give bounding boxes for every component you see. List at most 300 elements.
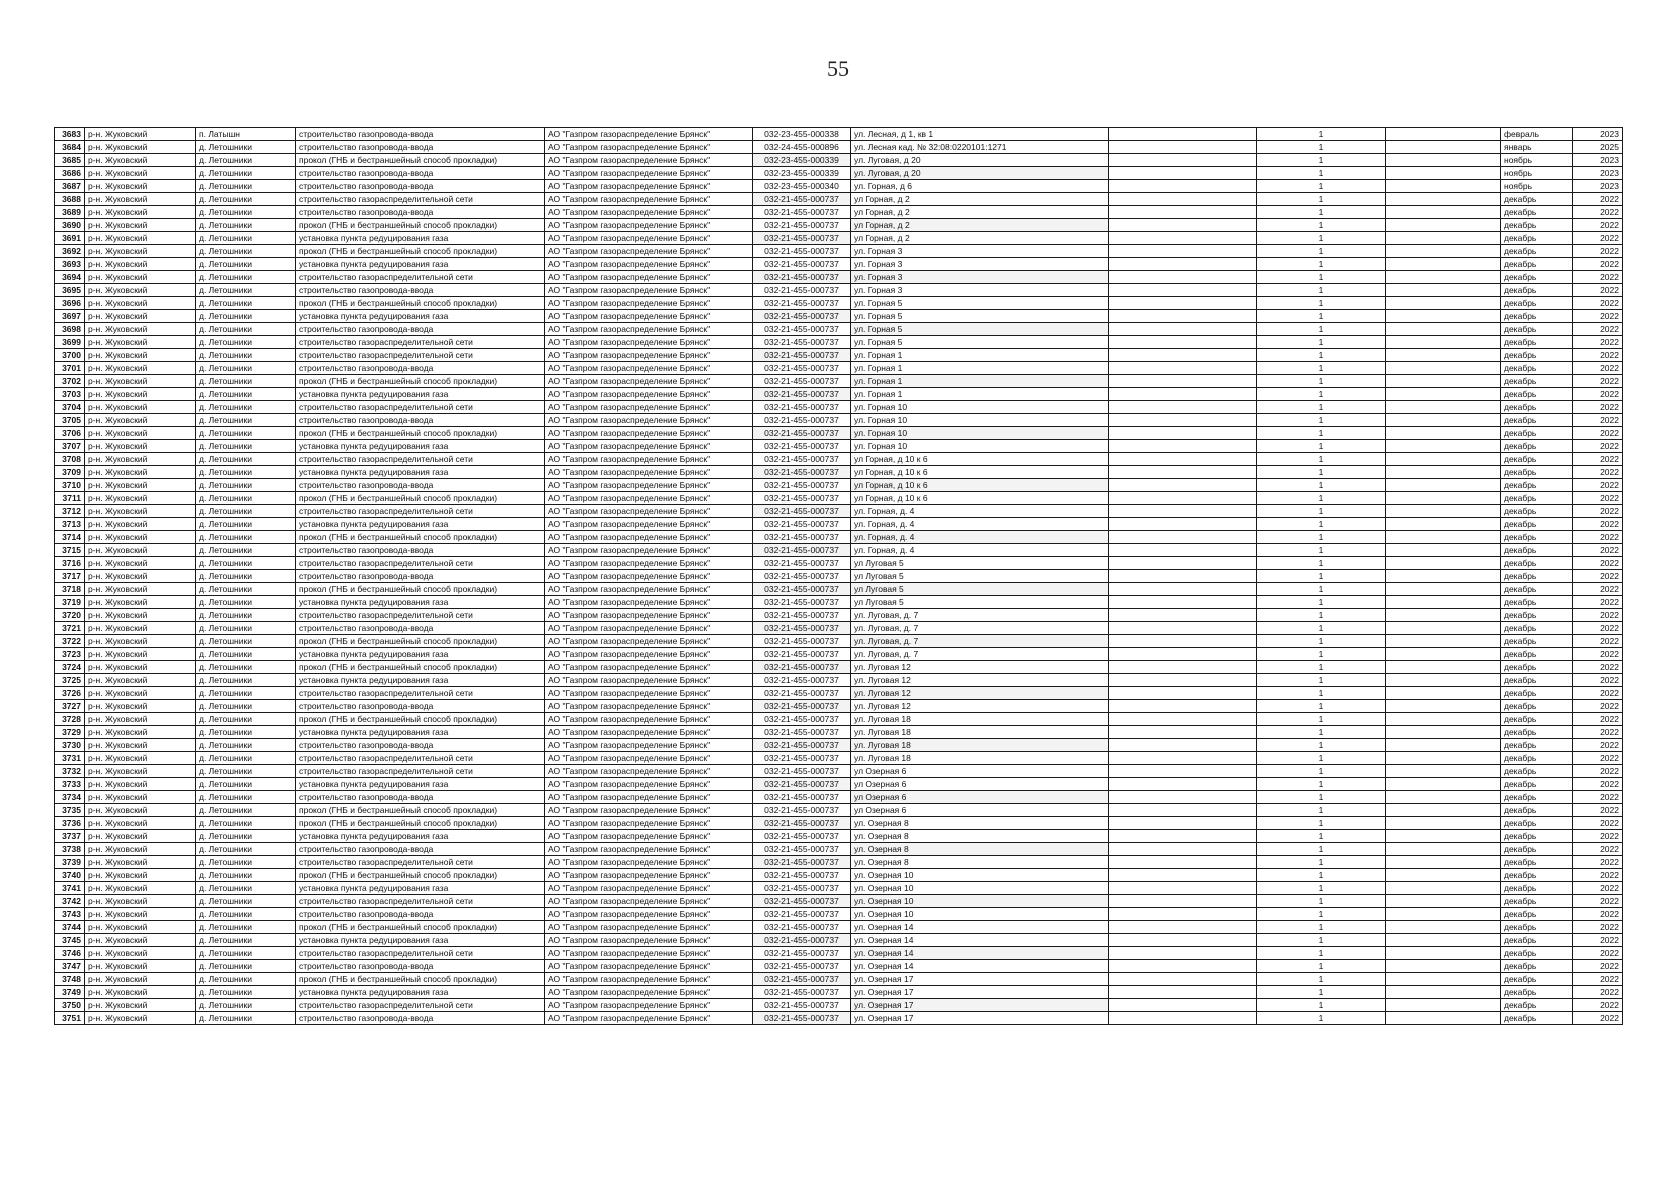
district-cell: р-н. Жуковский: [85, 817, 196, 830]
address-cell: ул. Луговая, д 20: [851, 154, 1109, 167]
month-cell: декабрь: [1501, 375, 1573, 388]
empty-cell: [1386, 882, 1501, 895]
address-cell: ул. Горная 5: [851, 336, 1109, 349]
work-type-cell: строительство газопровода-ввода: [296, 791, 545, 804]
empty-cell: [1109, 752, 1257, 765]
month-cell: декабрь: [1501, 947, 1573, 960]
organization-cell: АО "Газпром газораспределение Брянск": [545, 505, 753, 518]
quantity-cell: 1: [1257, 453, 1386, 466]
address-cell: ул Озерная 6: [851, 804, 1109, 817]
year-cell: 2022: [1573, 973, 1623, 986]
empty-cell: [1109, 284, 1257, 297]
empty-cell: [1109, 544, 1257, 557]
work-type-cell: прокол (ГНБ и бестраншейный способ прокладки): [296, 492, 545, 505]
address-cell: ул. Озерная 10: [851, 908, 1109, 921]
month-cell: декабрь: [1501, 349, 1573, 362]
quantity-cell: 1: [1257, 219, 1386, 232]
month-cell: декабрь: [1501, 453, 1573, 466]
quantity-cell: 1: [1257, 336, 1386, 349]
organization-cell: АО "Газпром газораспределение Брянск": [545, 232, 753, 245]
work-type-cell: строительство газораспределительной сети: [296, 349, 545, 362]
row-number-cell: 3694: [55, 271, 85, 284]
month-cell: декабрь: [1501, 583, 1573, 596]
quantity-cell: 1: [1257, 791, 1386, 804]
cadastral-cell: 032-21-455-000737: [753, 622, 851, 635]
work-type-cell: строительство газораспределительной сети: [296, 999, 545, 1012]
organization-cell: АО "Газпром газораспределение Брянск": [545, 401, 753, 414]
month-cell: декабрь: [1501, 570, 1573, 583]
work-type-cell: прокол (ГНБ и бестраншейный способ прокладки): [296, 531, 545, 544]
quantity-cell: 1: [1257, 323, 1386, 336]
row-number-cell: 3688: [55, 193, 85, 206]
quantity-cell: 1: [1257, 375, 1386, 388]
organization-cell: АО "Газпром газораспределение Брянск": [545, 479, 753, 492]
empty-cell: [1386, 245, 1501, 258]
month-cell: декабрь: [1501, 895, 1573, 908]
cadastral-cell: 032-21-455-000737: [753, 440, 851, 453]
year-cell: 2022: [1573, 674, 1623, 687]
table-row: [55, 193, 1623, 206]
row-number-cell: 3732: [55, 765, 85, 778]
work-type-cell: строительство газораспределительной сети: [296, 401, 545, 414]
organization-cell: АО "Газпром газораспределение Брянск": [545, 609, 753, 622]
quantity-cell: 1: [1257, 648, 1386, 661]
quantity-cell: 1: [1257, 310, 1386, 323]
year-cell: 2022: [1573, 284, 1623, 297]
settlement-cell: д. Летошники: [196, 882, 296, 895]
organization-cell: АО "Газпром газораспределение Брянск": [545, 271, 753, 284]
empty-cell: [1386, 817, 1501, 830]
organization-cell: АО "Газпром газораспределение Брянск": [545, 674, 753, 687]
district-cell: р-н. Жуковский: [85, 453, 196, 466]
address-cell: ул Горная, д 2: [851, 193, 1109, 206]
empty-cell: [1386, 908, 1501, 921]
district-cell: р-н. Жуковский: [85, 934, 196, 947]
cadastral-cell: 032-21-455-000737: [753, 557, 851, 570]
quantity-cell: 1: [1257, 934, 1386, 947]
empty-cell: [1109, 505, 1257, 518]
cadastral-cell: 032-21-455-000737: [753, 1012, 851, 1025]
cadastral-cell: 032-21-455-000737: [753, 479, 851, 492]
district-cell: р-н. Жуковский: [85, 128, 196, 141]
work-type-cell: строительство газопровода-ввода: [296, 908, 545, 921]
year-cell: 2022: [1573, 388, 1623, 401]
row-number-cell: 3751: [55, 1012, 85, 1025]
settlement-cell: д. Летошники: [196, 271, 296, 284]
address-cell: ул Горная, д 10 к 6: [851, 479, 1109, 492]
cadastral-cell: 032-21-455-000737: [753, 362, 851, 375]
table-row: [55, 674, 1623, 687]
organization-cell: АО "Газпром газораспределение Брянск": [545, 895, 753, 908]
district-cell: р-н. Жуковский: [85, 843, 196, 856]
year-cell: 2022: [1573, 960, 1623, 973]
table-row: [55, 505, 1623, 518]
address-cell: ул. Луговая, д. 7: [851, 635, 1109, 648]
work-type-cell: строительство газопровода-ввода: [296, 739, 545, 752]
year-cell: 2022: [1573, 752, 1623, 765]
cadastral-cell: 032-21-455-000737: [753, 271, 851, 284]
year-cell: 2022: [1573, 596, 1623, 609]
work-type-cell: строительство газораспределительной сети: [296, 947, 545, 960]
table-row: [55, 765, 1623, 778]
work-type-cell: строительство газопровода-ввода: [296, 570, 545, 583]
table-row: [55, 713, 1623, 726]
quantity-cell: 1: [1257, 167, 1386, 180]
organization-cell: АО "Газпром газораспределение Брянск": [545, 960, 753, 973]
table-row: [55, 882, 1623, 895]
row-number-cell: 3723: [55, 648, 85, 661]
work-type-cell: установка пункта редуцирования газа: [296, 466, 545, 479]
table-row: [55, 466, 1623, 479]
table-row: [55, 947, 1623, 960]
quantity-cell: 1: [1257, 986, 1386, 999]
district-cell: р-н. Жуковский: [85, 375, 196, 388]
empty-cell: [1109, 817, 1257, 830]
table-row: [55, 661, 1623, 674]
district-cell: р-н. Жуковский: [85, 570, 196, 583]
empty-cell: [1109, 999, 1257, 1012]
month-cell: декабрь: [1501, 661, 1573, 674]
row-number-cell: 3728: [55, 713, 85, 726]
district-cell: р-н. Жуковский: [85, 960, 196, 973]
empty-cell: [1109, 297, 1257, 310]
organization-cell: АО "Газпром газораспределение Брянск": [545, 219, 753, 232]
quantity-cell: 1: [1257, 778, 1386, 791]
organization-cell: АО "Газпром газораспределение Брянск": [545, 154, 753, 167]
table-row: [55, 128, 1623, 141]
work-type-cell: установка пункта редуцирования газа: [296, 830, 545, 843]
row-number-cell: 3709: [55, 466, 85, 479]
year-cell: 2022: [1573, 934, 1623, 947]
year-cell: 2022: [1573, 778, 1623, 791]
district-cell: р-н. Жуковский: [85, 271, 196, 284]
row-number-cell: 3725: [55, 674, 85, 687]
empty-cell: [1109, 180, 1257, 193]
address-cell: ул. Озерная 8: [851, 856, 1109, 869]
year-cell: 2023: [1573, 128, 1623, 141]
work-type-cell: прокол (ГНБ и бестраншейный способ прокладки): [296, 375, 545, 388]
month-cell: декабрь: [1501, 323, 1573, 336]
quantity-cell: 1: [1257, 960, 1386, 973]
table-row: [55, 986, 1623, 999]
settlement-cell: д. Летошники: [196, 583, 296, 596]
year-cell: 2022: [1573, 453, 1623, 466]
settlement-cell: д. Летошники: [196, 479, 296, 492]
district-cell: р-н. Жуковский: [85, 245, 196, 258]
month-cell: декабрь: [1501, 271, 1573, 284]
settlement-cell: д. Летошники: [196, 999, 296, 1012]
address-cell: ул. Горная 1: [851, 362, 1109, 375]
organization-cell: АО "Газпром газораспределение Брянск": [545, 167, 753, 180]
cadastral-cell: 032-21-455-000737: [753, 661, 851, 674]
month-cell: декабрь: [1501, 336, 1573, 349]
month-cell: декабрь: [1501, 830, 1573, 843]
empty-cell: [1109, 986, 1257, 999]
empty-cell: [1109, 1012, 1257, 1025]
table-row: [55, 544, 1623, 557]
empty-cell: [1386, 453, 1501, 466]
quantity-cell: 1: [1257, 154, 1386, 167]
district-cell: р-н. Жуковский: [85, 752, 196, 765]
district-cell: р-н. Жуковский: [85, 947, 196, 960]
table-row: [55, 752, 1623, 765]
work-type-cell: строительство газопровода-ввода: [296, 362, 545, 375]
table-row: [55, 479, 1623, 492]
district-cell: р-н. Жуковский: [85, 765, 196, 778]
table-row: [55, 414, 1623, 427]
settlement-cell: д. Летошники: [196, 856, 296, 869]
empty-cell: [1386, 557, 1501, 570]
empty-cell: [1109, 778, 1257, 791]
address-cell: ул. Луговая 18: [851, 752, 1109, 765]
address-cell: ул. Озерная 17: [851, 1012, 1109, 1025]
row-number-cell: 3691: [55, 232, 85, 245]
district-cell: р-н. Жуковский: [85, 388, 196, 401]
month-cell: декабрь: [1501, 973, 1573, 986]
settlement-cell: д. Летошники: [196, 778, 296, 791]
organization-cell: АО "Газпром газораспределение Брянск": [545, 648, 753, 661]
year-cell: 2022: [1573, 830, 1623, 843]
organization-cell: АО "Газпром газораспределение Брянск": [545, 414, 753, 427]
district-cell: р-н. Жуковский: [85, 1012, 196, 1025]
work-type-cell: строительство газопровода-ввода: [296, 206, 545, 219]
row-number-cell: 3733: [55, 778, 85, 791]
district-cell: р-н. Жуковский: [85, 362, 196, 375]
settlement-cell: д. Летошники: [196, 804, 296, 817]
empty-cell: [1109, 804, 1257, 817]
quantity-cell: 1: [1257, 739, 1386, 752]
month-cell: декабрь: [1501, 193, 1573, 206]
empty-cell: [1109, 141, 1257, 154]
table-row: [55, 804, 1623, 817]
cadastral-cell: 032-21-455-000737: [753, 830, 851, 843]
settlement-cell: д. Летошники: [196, 869, 296, 882]
empty-cell: [1386, 739, 1501, 752]
table-row: [55, 622, 1623, 635]
quantity-cell: 1: [1257, 908, 1386, 921]
organization-cell: АО "Газпром газораспределение Брянск": [545, 882, 753, 895]
settlement-cell: д. Летошники: [196, 609, 296, 622]
organization-cell: АО "Газпром газораспределение Брянск": [545, 258, 753, 271]
empty-cell: [1109, 349, 1257, 362]
cadastral-cell: 032-21-455-000737: [753, 934, 851, 947]
address-cell: ул. Луговая 12: [851, 700, 1109, 713]
row-number-cell: 3689: [55, 206, 85, 219]
district-cell: р-н. Жуковский: [85, 258, 196, 271]
settlement-cell: д. Летошники: [196, 648, 296, 661]
empty-cell: [1386, 427, 1501, 440]
empty-cell: [1109, 843, 1257, 856]
settlement-cell: д. Летошники: [196, 505, 296, 518]
settlement-cell: д. Летошники: [196, 947, 296, 960]
cadastral-cell: 032-21-455-000737: [753, 869, 851, 882]
table-row: [55, 427, 1623, 440]
organization-cell: АО "Газпром газораспределение Брянск": [545, 570, 753, 583]
address-cell: ул. Луговая 18: [851, 713, 1109, 726]
district-cell: р-н. Жуковский: [85, 856, 196, 869]
table-row: [55, 700, 1623, 713]
table-row: [55, 908, 1623, 921]
district-cell: р-н. Жуковский: [85, 466, 196, 479]
quantity-cell: 1: [1257, 245, 1386, 258]
cadastral-cell: 032-21-455-000737: [753, 882, 851, 895]
district-cell: р-н. Жуковский: [85, 323, 196, 336]
settlement-cell: д. Летошники: [196, 180, 296, 193]
row-number-cell: 3703: [55, 388, 85, 401]
district-cell: р-н. Жуковский: [85, 167, 196, 180]
quantity-cell: 1: [1257, 921, 1386, 934]
year-cell: 2022: [1573, 206, 1623, 219]
district-cell: р-н. Жуковский: [85, 869, 196, 882]
empty-cell: [1386, 999, 1501, 1012]
empty-cell: [1386, 947, 1501, 960]
cadastral-cell: 032-21-455-000737: [753, 492, 851, 505]
address-cell: ул. Горная, д. 4: [851, 531, 1109, 544]
month-cell: декабрь: [1501, 999, 1573, 1012]
empty-cell: [1109, 882, 1257, 895]
work-type-cell: строительство газораспределительной сети: [296, 895, 545, 908]
district-cell: р-н. Жуковский: [85, 154, 196, 167]
empty-cell: [1386, 349, 1501, 362]
address-cell: ул Озерная 6: [851, 765, 1109, 778]
settlement-cell: д. Летошники: [196, 362, 296, 375]
settlement-cell: д. Летошники: [196, 167, 296, 180]
settlement-cell: д. Летошники: [196, 674, 296, 687]
work-type-cell: установка пункта редуцирования газа: [296, 596, 545, 609]
district-cell: р-н. Жуковский: [85, 648, 196, 661]
table-row: [55, 180, 1623, 193]
cadastral-cell: 032-21-455-000737: [753, 999, 851, 1012]
district-cell: р-н. Жуковский: [85, 492, 196, 505]
row-number-cell: 3738: [55, 843, 85, 856]
cadastral-cell: 032-21-455-000737: [753, 843, 851, 856]
empty-cell: [1386, 661, 1501, 674]
month-cell: декабрь: [1501, 986, 1573, 999]
settlement-cell: д. Летошники: [196, 921, 296, 934]
work-type-cell: прокол (ГНБ и бестраншейный способ прокладки): [296, 713, 545, 726]
work-type-cell: прокол (ГНБ и бестраншейный способ прокладки): [296, 245, 545, 258]
year-cell: 2022: [1573, 986, 1623, 999]
settlement-cell: д. Летошники: [196, 323, 296, 336]
month-cell: декабрь: [1501, 609, 1573, 622]
year-cell: 2022: [1573, 414, 1623, 427]
empty-cell: [1109, 440, 1257, 453]
district-cell: р-н. Жуковский: [85, 310, 196, 323]
address-cell: ул. Озерная 10: [851, 882, 1109, 895]
organization-cell: АО "Газпром газораспределение Брянск": [545, 596, 753, 609]
row-number-cell: 3715: [55, 544, 85, 557]
year-cell: 2022: [1573, 336, 1623, 349]
address-cell: ул. Луговая 12: [851, 687, 1109, 700]
row-number-cell: 3686: [55, 167, 85, 180]
quantity-cell: 1: [1257, 518, 1386, 531]
row-number-cell: 3736: [55, 817, 85, 830]
table-row: [55, 206, 1623, 219]
empty-cell: [1386, 570, 1501, 583]
year-cell: 2022: [1573, 583, 1623, 596]
year-cell: 2022: [1573, 219, 1623, 232]
data-table: [54, 127, 1623, 1025]
cadastral-cell: 032-21-455-000737: [753, 375, 851, 388]
district-cell: р-н. Жуковский: [85, 518, 196, 531]
work-type-cell: установка пункта редуцирования газа: [296, 648, 545, 661]
work-type-cell: установка пункта редуцирования газа: [296, 778, 545, 791]
table-row: [55, 869, 1623, 882]
address-cell: ул Луговая 5: [851, 570, 1109, 583]
year-cell: 2022: [1573, 492, 1623, 505]
cadastral-cell: 032-21-455-000737: [753, 947, 851, 960]
quantity-cell: 1: [1257, 505, 1386, 518]
address-cell: ул Горная, д 2: [851, 206, 1109, 219]
quantity-cell: 1: [1257, 1012, 1386, 1025]
quantity-cell: 1: [1257, 414, 1386, 427]
table-row: [55, 960, 1623, 973]
work-type-cell: строительство газораспределительной сети: [296, 505, 545, 518]
cadastral-cell: 032-21-455-000737: [753, 284, 851, 297]
settlement-cell: д. Летошники: [196, 934, 296, 947]
organization-cell: АО "Газпром газораспределение Брянск": [545, 791, 753, 804]
empty-cell: [1109, 336, 1257, 349]
cadastral-cell: 032-21-455-000737: [753, 609, 851, 622]
cadastral-cell: 032-21-455-000737: [753, 726, 851, 739]
year-cell: 2022: [1573, 921, 1623, 934]
organization-cell: АО "Газпром газораспределение Брянск": [545, 388, 753, 401]
work-type-cell: строительство газораспределительной сети: [296, 765, 545, 778]
district-cell: р-н. Жуковский: [85, 180, 196, 193]
year-cell: 2022: [1573, 323, 1623, 336]
organization-cell: АО "Газпром газораспределение Брянск": [545, 544, 753, 557]
settlement-cell: д. Летошники: [196, 908, 296, 921]
address-cell: ул. Горная 5: [851, 323, 1109, 336]
work-type-cell: строительство газопровода-ввода: [296, 180, 545, 193]
organization-cell: АО "Газпром газораспределение Брянск": [545, 765, 753, 778]
row-number-cell: 3729: [55, 726, 85, 739]
row-number-cell: 3724: [55, 661, 85, 674]
work-type-cell: прокол (ГНБ и бестраншейный способ прокладки): [296, 869, 545, 882]
empty-cell: [1109, 466, 1257, 479]
row-number-cell: 3731: [55, 752, 85, 765]
work-type-cell: строительство газопровода-ввода: [296, 700, 545, 713]
table-row: [55, 583, 1623, 596]
work-type-cell: строительство газораспределительной сети: [296, 453, 545, 466]
settlement-cell: д. Летошники: [196, 596, 296, 609]
cadastral-cell: 032-23-455-000339: [753, 167, 851, 180]
address-cell: ул. Горная 5: [851, 310, 1109, 323]
empty-cell: [1386, 232, 1501, 245]
work-type-cell: строительство газопровода-ввода: [296, 960, 545, 973]
organization-cell: АО "Газпром газораспределение Брянск": [545, 999, 753, 1012]
empty-cell: [1386, 609, 1501, 622]
organization-cell: АО "Газпром газораспределение Брянск": [545, 804, 753, 817]
work-type-cell: прокол (ГНБ и бестраншейный способ прокладки): [296, 635, 545, 648]
year-cell: 2022: [1573, 609, 1623, 622]
year-cell: 2023: [1573, 180, 1623, 193]
work-type-cell: строительство газопровода-ввода: [296, 128, 545, 141]
quantity-cell: 1: [1257, 817, 1386, 830]
month-cell: декабрь: [1501, 934, 1573, 947]
settlement-cell: д. Летошники: [196, 843, 296, 856]
settlement-cell: д. Летошники: [196, 154, 296, 167]
cadastral-cell: 032-21-455-000737: [753, 401, 851, 414]
district-cell: р-н. Жуковский: [85, 193, 196, 206]
organization-cell: АО "Газпром газораспределение Брянск": [545, 856, 753, 869]
year-cell: 2022: [1573, 687, 1623, 700]
organization-cell: АО "Газпром газораспределение Брянск": [545, 934, 753, 947]
empty-cell: [1386, 284, 1501, 297]
work-type-cell: прокол (ГНБ и бестраншейный способ прокладки): [296, 219, 545, 232]
work-type-cell: строительство газопровода-ввода: [296, 843, 545, 856]
organization-cell: АО "Газпром газораспределение Брянск": [545, 297, 753, 310]
